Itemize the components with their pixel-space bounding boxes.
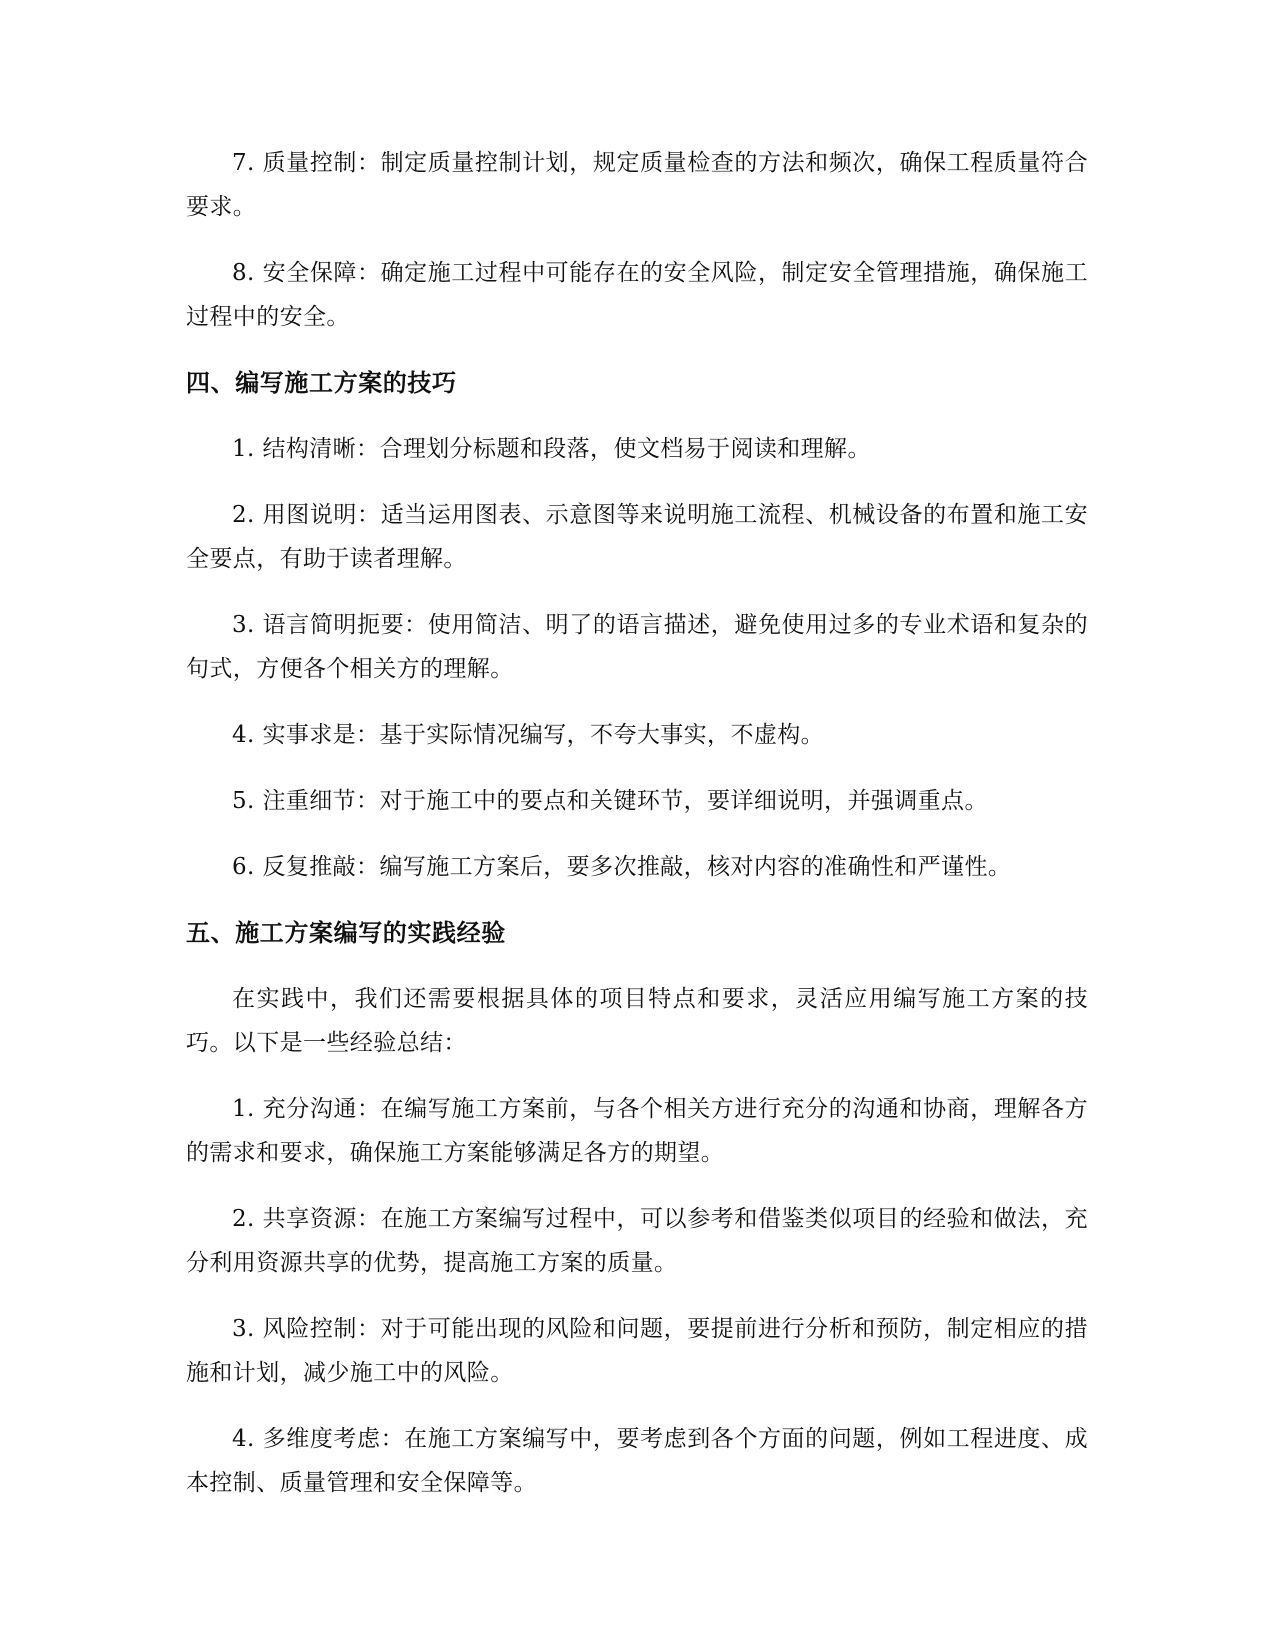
paragraph-details: 5. 注重细节：对于施工中的要点和关键环节，要详细说明，并强调重点。 — [232, 788, 988, 814]
paragraph-practice-intro: 在实践中，我们还需要根据具体的项目特点和要求，灵活应用编写施工方案的技巧。以下是一些经验总结： — [186, 986, 1088, 1056]
paragraph-communication: 1. 充分沟通：在编写施工方案前，与各个相关方进行充分的沟通和协商，理解各方的需求和要求，确保施工方案能够满足各方的期望。 — [186, 1096, 1088, 1166]
paragraph-review: 6. 反复推敲：编写施工方案后，要多次推敲，核对内容的准确性和严谨性。 — [232, 854, 1012, 880]
paragraph-risk-control: 3. 风险控制：对于可能出现的风险和问题，要提前进行分析和预防，制定相应的措施和计划，减少施工中的风险。 — [186, 1316, 1088, 1386]
paragraph-safety-assurance: 8. 安全保障：确定施工过程中可能存在的安全风险，制定安全管理措施，确保施工过程中的安全。 — [186, 260, 1088, 330]
paragraph-shared-resources: 2. 共享资源：在施工方案编写过程中，可以参考和借鉴类似项目的经验和做法，充分利用资源共享的优势，提高施工方案的质量。 — [186, 1206, 1088, 1276]
paragraph-quality-control: 7. 质量控制：制定质量控制计划，规定质量检查的方法和频次，确保工程质量符合要求。 — [186, 150, 1088, 220]
paragraph-concise-language: 3. 语言简明扼要：使用简洁、明了的语言描述，避免使用过多的专业术语和复杂的句式，方便各个相关方的理解。 — [186, 612, 1088, 682]
section-heading-practical-experience: 五、施工方案编写的实践经验 — [186, 919, 506, 947]
section-heading-writing-tips: 四、编写施工方案的技巧 — [186, 369, 457, 397]
paragraph-use-diagrams: 2. 用图说明：适当运用图表、示意图等来说明施工流程、机械设备的布置和施工安全要点，有助于读者理解。 — [186, 502, 1088, 572]
paragraph-factual: 4. 实事求是：基于实际情况编写，不夸大事实，不虚构。 — [232, 722, 825, 748]
document-body — [186, 141, 1088, 1527]
paragraph-multi-dimensional: 4. 多维度考虑：在施工方案编写中，要考虑到各个方面的问题，例如工程进度、成本控制、质量管理和安全保障等。 — [186, 1426, 1088, 1496]
paragraph-clear-structure: 1. 结构清晰：合理划分标题和段落，使文档易于阅读和理解。 — [232, 436, 871, 462]
